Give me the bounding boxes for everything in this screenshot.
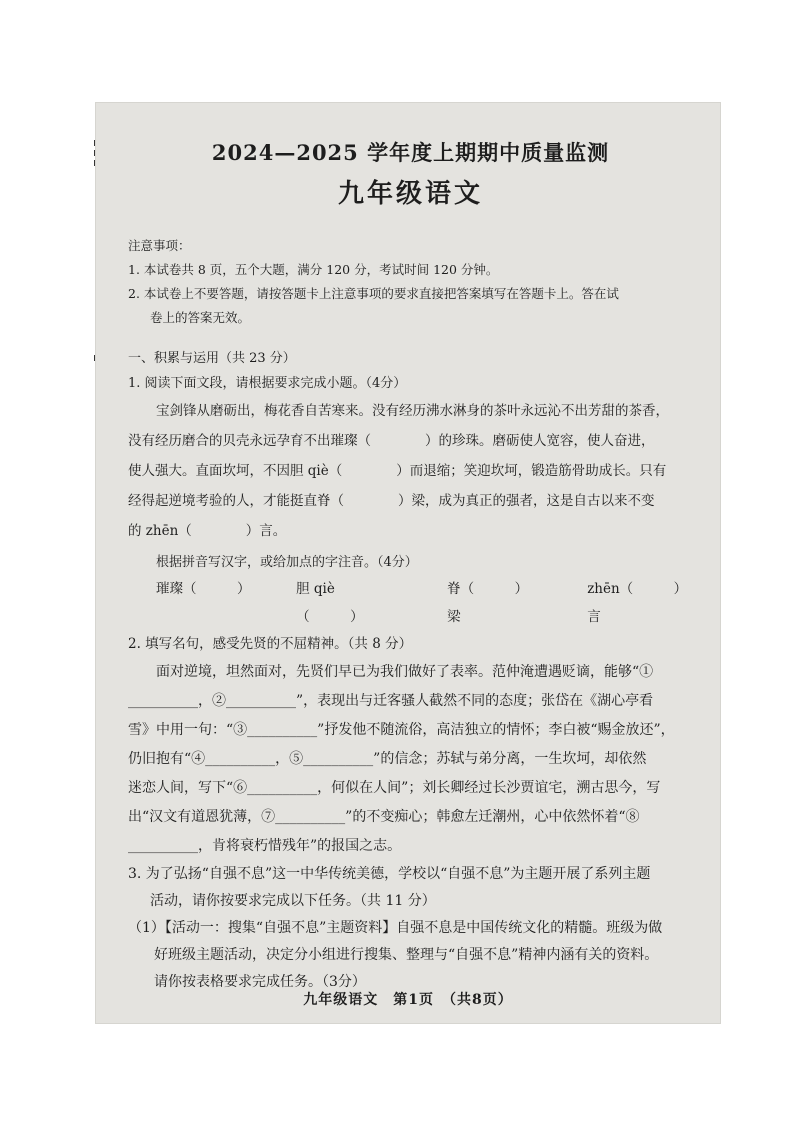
question-3-1-cont: 好班级主题活动，决定分小组进行搜集、整理与“自强不息”精神内涵有关的资料。 [154,947,659,963]
passage-line: 使人强大。直面坎坷，不因胆 qiè（ ）而退缩；笑迎坎坷，锻造筋骨助成长。只有 [128,463,667,479]
exam-title: 2024—2025 学年度上期期中质量监测 [211,140,610,165]
instruction: 根据拼音写汉字，或给加点的字注音。（4分） [156,555,418,570]
section-heading: 一、积累与运用（共 23 分） [128,351,296,366]
answer-slot: zhēn（ ）言 [587,581,688,625]
passage-line: 宝剑锋从磨砺出，梅花香自苦寒来。没有经历沸水淋身的茶叶永远沁不出芳甜的茶香， [156,403,669,419]
question-3-1-cont: 请你按表格要求完成任务。（3分） [154,974,366,990]
answer-slot: 胆 qiè（ ） [296,581,364,625]
answer-slot: 脊（ ）梁 [447,581,529,625]
notice-heading: 注意事项： [128,238,191,253]
notice-item-2-cont: 卷上的答案无效。 [150,310,251,325]
page-content [128,137,693,996]
exam-page [96,103,720,1023]
passage-line: 没有经历磨合的贝壳永远孕育不出璀璨（ ）的珍珠。磨砺使人宽容，使人奋进， [128,433,655,449]
q2-line: 面对逆境，坦然面对，先贤们早已为我们做好了表率。范仲淹遭遇贬谪，能够“① [156,664,654,680]
q2-line: 出“汉文有道恩犹薄，⑦__________”的不变痴心；韩愈左迁潮州，心中依然怀着“⑧ [128,809,640,825]
notice-item-1: 1. 本试卷共 8 页，五个大题，满分 120 分，考试时间 120 分钟。 [128,262,499,277]
answer-slot: 璀璨（ ） [156,581,251,597]
q2-line: __________，肯将衰朽惜残年”的报国之志。 [128,838,402,854]
notice-item-2: 2. 本试卷上不要答题，请按答题卡上注意事项的要求直接把答案填写在答题卡上。答在试 [128,286,619,301]
question-2: 2. 填写名句，感受先贤的不屈精神。（共 8 分） [128,636,413,652]
passage-line: 经得起逆境考验的人，才能挺直脊（ ）梁，成为真正的强者，这是自古以来不变 [128,493,655,509]
passage-line: 的 zhēn（ ）言。 [128,523,287,539]
page-footer: 九年级语文 第1页 （共8页） [303,992,513,1008]
q2-line: 仍旧抱有“④__________，⑤__________”的信念；苏轼与弟分离，一生坎坷，却依然 [128,751,647,767]
q2-line: 迷恋人间，写下“⑥__________，何似在人间”；刘长卿经过长沙贾谊宅，溯古思今，写 [128,780,661,796]
q2-line: __________，②__________”，表现出与迁客骚人截然不同的态度；张岱在《湖心亭看 [128,693,654,709]
answer-slots [128,575,693,631]
question-1: 1. 阅读下面文段，请根据要求完成小题。（4分） [128,376,407,391]
question-3-1: （1）【活动一：搜集“自强不息”主题资料】自强不息是中国传统文化的精髓。班级为做 [128,920,663,936]
question-3-cont: 活动，请你按要求完成以下任务。（共 11 分） [150,893,436,909]
exam-subject: 九年级语文 [337,179,483,209]
q2-line: 雪》中用一句：“③__________”抒发他不随流俗，高洁独立的情怀；李白被“赐金放还”， [128,722,675,738]
question-3: 3. 为了弘扬“自强不息”这一中华传统美德，学校以“自强不息”为主题开展了系列主题 [128,866,651,882]
